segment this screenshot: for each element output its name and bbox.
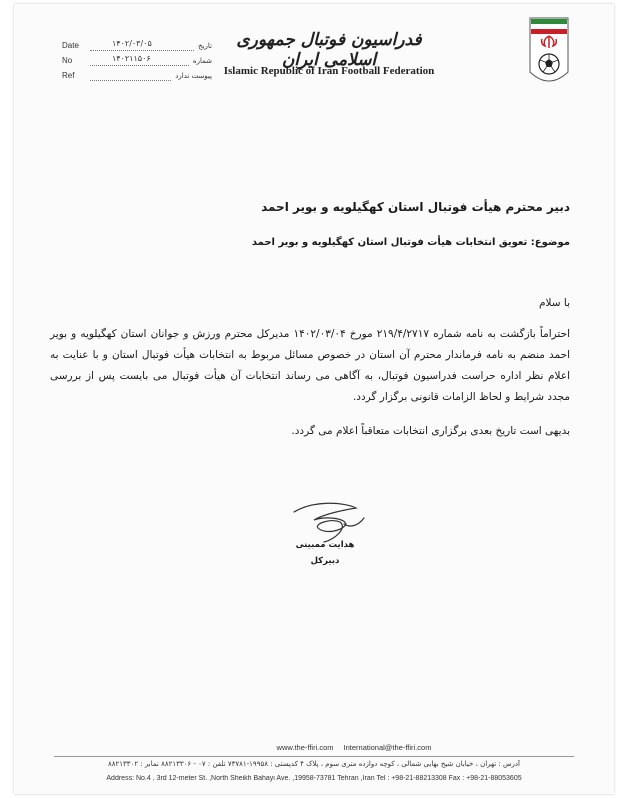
date-label-fa: تاریخ: [198, 41, 212, 50]
subject-line: موضوع: تعویق انتخابات هیأت فوتبال استان کهگیلویه و بویر احمد: [251, 237, 570, 248]
footer-divider: [54, 756, 574, 757]
number-label-en: No: [62, 56, 73, 65]
signer-name: هدایت ممبینی: [295, 540, 355, 550]
number-value: ۱۴۰۲۱۱۵۰۶: [112, 53, 151, 63]
footer-address-fa: آدرس : تهران ، خیابان شیخ بهایی شمالی ، کوچه دوازده متری سوم ، پلاک ۴ کدپستی : ۱۹۹۵۸-۷۳۷۸۱ تلفن : ۰۷ - ۸۸۲۱۳۳۰۶ نمابر : ۸۸۲۱۳۳۰۲: [108, 760, 520, 768]
ref-label-fa: پیوست ندارد: [175, 71, 212, 80]
number-row: [62, 53, 212, 68]
footer-contact: [224, 743, 484, 752]
date-value: ۱۴۰۲/۰۳/۰۵: [112, 38, 152, 48]
closing-sentence: بدیهی است تاریخ بعدی برگزاری انتخابات متعاقباً اعلام می گردد.: [291, 425, 570, 437]
date-row: [62, 38, 212, 53]
footer-website: www.the-ffiri.com: [276, 743, 334, 752]
signer-title: دبیرکل: [310, 556, 340, 566]
ref-row: [62, 68, 212, 83]
date-label-en: Date: [62, 41, 79, 50]
letter-metadata: [62, 38, 212, 83]
footer-email: International@the-ffiri.com: [343, 743, 432, 752]
handwritten-signature: [284, 498, 374, 546]
body-paragraph: احتراماً بازگشت به نامه شماره ۲۱۹/۴/۲۷۱۷ مورخ ۱۴۰۲/۰۳/۰۴ مدیرکل محترم ورزش و جوانان استان کهگیلویه و بویر احمد منضم به نامه فرماندار محترم آن استان در خصوص مسائل مربوط به انتخابات هیأت فوتبال استان و با عنایت به اعلام نظر اداره حراست فدراسیون فوتبال، به آگاهی می رساند انتخابات آن هیأت فوتبال می بایست پس از بررسی مجدد شرایط و لحاظ الزامات قانونی برگزار گردد.: [50, 328, 571, 403]
federation-name-en: Islamic Republic of Iran Football Federation: [223, 65, 435, 77]
letter-page: [14, 4, 614, 794]
federation-name-fa: فدراسیون فوتبال جمهوری اسلامی ایران: [236, 30, 422, 70]
greeting: با سلام: [538, 297, 570, 309]
addressee-line: دبیر محترم هیأت فوتبال استان کهگیلویه و بویر احمد: [261, 200, 570, 214]
federation-logo-icon: [528, 16, 570, 90]
footer-address-en: Address: No.4 , 3rd 12-meter St. ,North Sheikh Bahayi Ave. ,19958-73781 Tehran ,Iran Tel : +98-21-88213308 Fax : +98-21-88053605: [106, 775, 522, 782]
ref-label-en: Ref: [62, 71, 75, 80]
number-label-fa: شماره: [192, 56, 212, 65]
